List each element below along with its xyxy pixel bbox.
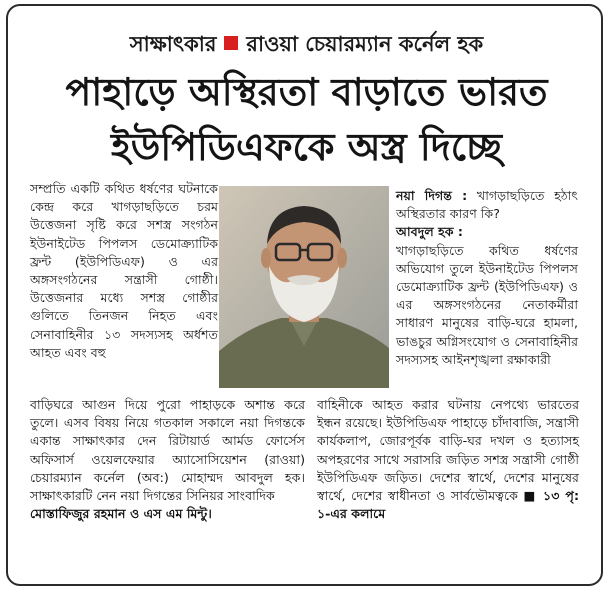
answer-label: আবদুল হক : [396,224,463,240]
kicker-section: সাক্ষাৎকার [129,32,217,56]
intro-text: সম্প্রতি একটি কথিত ধর্ষণের ঘটনাকে কেন্দ্র করে খাগড়াছড়িতে চরম উত্তেজনা সৃষ্টি করে সশস্ত্র সংগঠন ইউনাইটেড পিপলস ডেমোক্র্যাটিক ফ্রন্ট (ইউপিডিএফ) ও এর অঙ্গসংগঠনের সন্ত্রাসী গোষ্ঠী। উত্তেজনার মধ্যে সশস্ত্র গোষ্ঠীর গুলিতে তিনজন নিহত এবং সেনাবাহিনীর ১৩ সদস্যসহ অর্ধশত আহত এবং বহু [30,181,218,360]
intro-column [30,180,218,362]
headline-line-2: ইউপিডিএফকে অস্ত্র দিচ্ছে [111,125,502,169]
question-text: খাগড়াছড়িতে হঠাৎ অস্থিরতার কারণ কি? [396,188,578,222]
byline: মোস্তাফিজুর রহমান ও এস এম মিন্টু। [30,506,212,522]
question-label: নয়া দিগন্ত : [396,188,468,203]
interview-answer [396,223,578,369]
answer-continued-column [317,396,579,523]
continuation-marker[interactable]: ■ ১৩ পৃ: ১-এর কলামে [317,488,579,522]
answer-continued [317,396,579,523]
answer-text: খাগড়াছড়িতে কথিত ধর্ষণের অভিযোগ তুলে ইউনাইটেড পিপলস ডেমোক্র্যাটিক ফ্রন্ট (ইউপিডিএফ) ও এর অঙ্গসংগঠনের নেতাকর্মীরা সাধারণ মানুষের বাড়ি-ঘরে হামলা, ভাঙচুর অগ্নিসংযোগ ও সেনাবাহিনীর সদস্যসহ আইনশৃঙ্খলা রক্ষাকারী [396,242,578,367]
portrait-illustration [219,186,389,388]
red-square-icon [224,36,238,50]
headline-line-1: পাহাড়ে অস্থিরতা বাড়াতে ভারত [65,70,548,114]
intro-continued [30,396,305,523]
intro-continued-column [30,396,305,523]
answer-continued-text: বাহিনীকে আহত করার ঘটনায় নেপথ্যে ভারতের ইন্ধন রয়েছে। ইউপিডিএফ পাহাড়ে চাঁদাবাজি, সন্ত্রাসী কার্যকলাপ, জোরপূর্বক বাড়ি-ঘর দখল ও হত্যাসহ অপহরণের সাথে সরাসরি জড়িত সশস্ত্র সন্ত্রাসী গোষ্ঠী ইউপিডিএফ জড়িত। দেশের স্বার্থে, দেশের মানুষের স্বার্থে, দেশের স্বাধীনতা ও সার্বভৌমত্বকে [317,397,579,504]
kicker [0,28,613,63]
kicker-subject: রাওয়া চেয়ারম্যান কর্নেল হক [246,32,484,56]
intro-continued-text: বাড়িঘরে আগুন দিয়ে পুরো পাহাড়কে অশান্ত করে তুলে। এসব বিষয় নিয়ে গতকাল সকালে নয়া দিগন্তকে একান্ত সাক্ষাৎকার দেন রিটায়ার্ড আর্মড ফোর্সেস অফিসার্স ওয়েলফেয়ার অ্যাসোসিয়েশন (রাওয়া) চেয়ারম্যান কর্নেল (অব:) মোহাম্মদ আবদুল হক। সাক্ষাৎকারটি নেন নয়া দিগন্তের সিনিয়র সাংবাদিক [30,397,305,504]
interview-question [396,187,578,223]
interview-column [396,187,578,369]
portrait-photo [219,186,389,388]
